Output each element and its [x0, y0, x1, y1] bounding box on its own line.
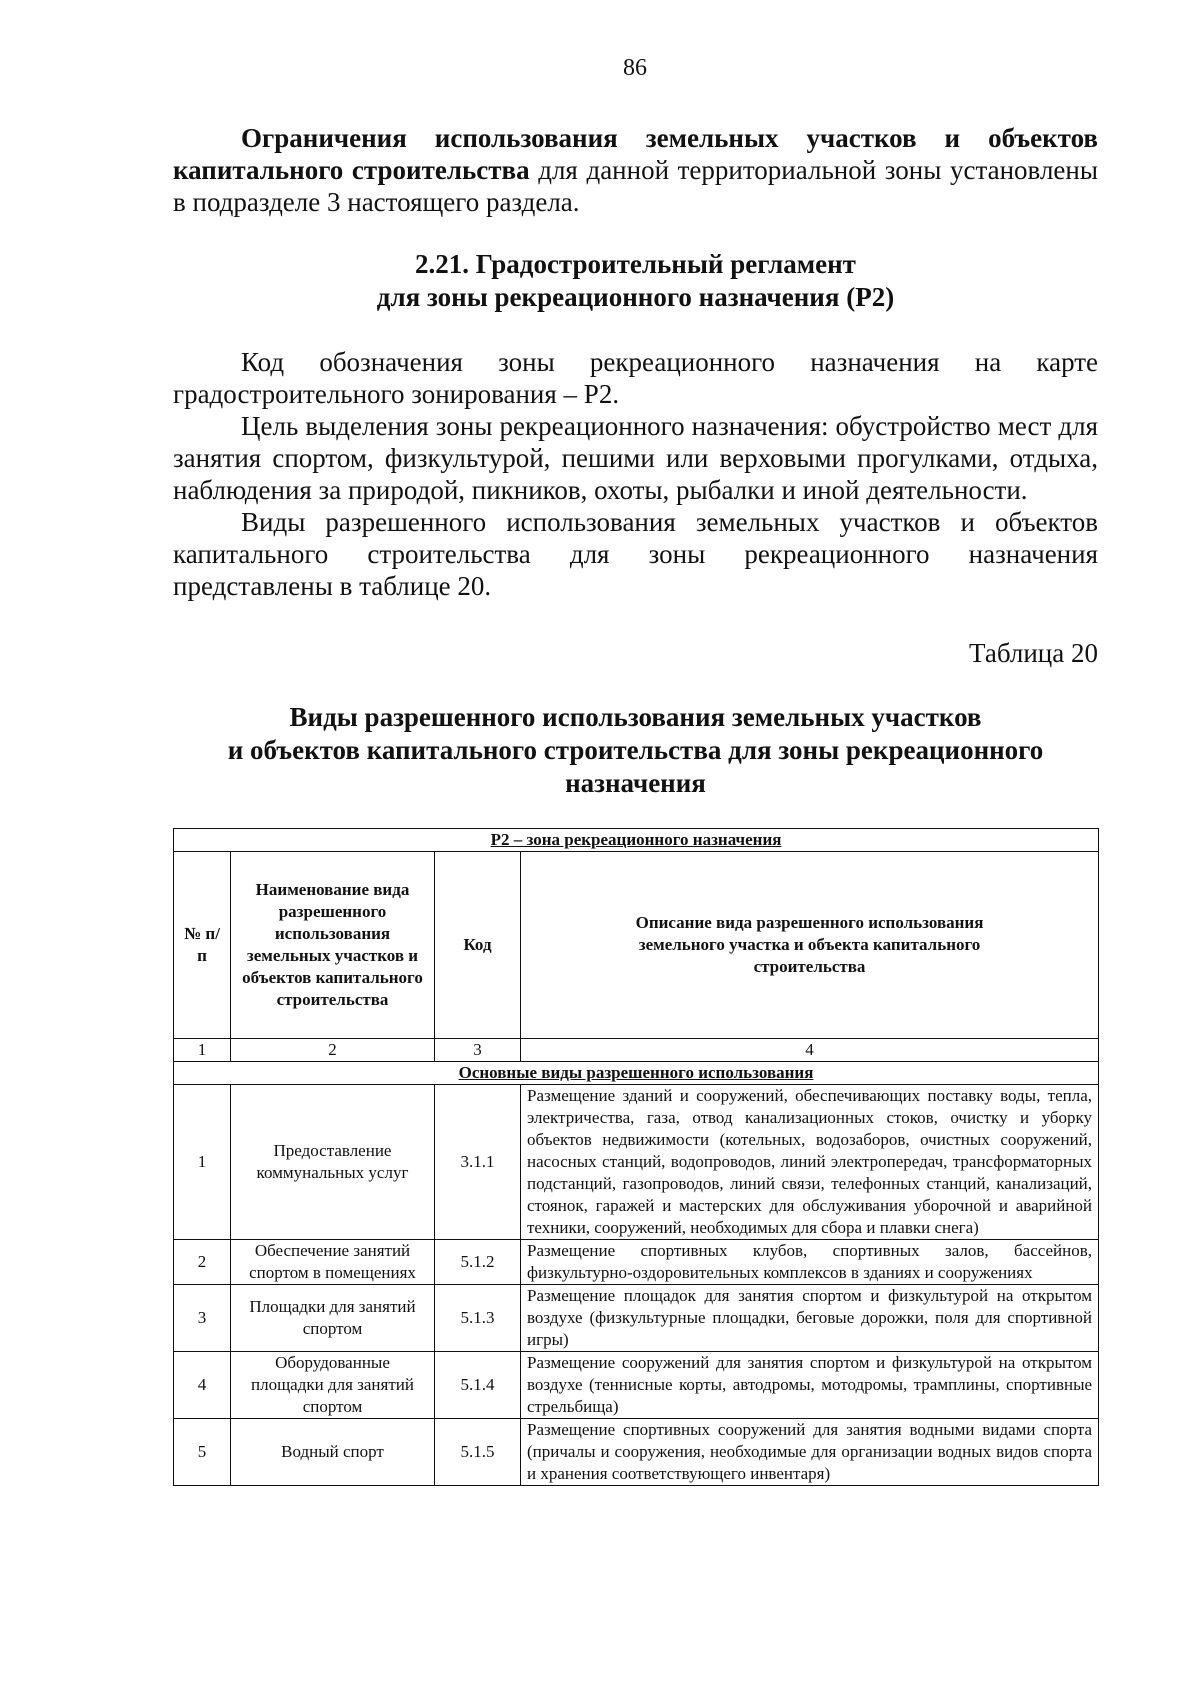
col-number: 2	[231, 1039, 435, 1062]
row-desc: Размещение спортивных сооружений для занятия водными видами спорта (причалы и сооружения, необходимые для организации водных видов спорта и хранения соответствующего инвентаря)	[521, 1419, 1099, 1486]
col-number: 3	[435, 1039, 521, 1062]
table-title-line1: Виды разрешенного использования земельных участков	[289, 702, 982, 732]
row-num: 1	[174, 1085, 231, 1240]
section-title	[173, 248, 1098, 314]
zone-header-row	[174, 829, 1099, 852]
section-title-line1: 2.21. Градостроительный регламент	[415, 249, 856, 279]
intro-paragraph	[173, 122, 1098, 218]
row-code: 5.1.4	[435, 1352, 521, 1419]
table-title-line2: и объектов капитального строительства для зоны рекреационного	[227, 735, 1044, 765]
row-code: 5.1.5	[435, 1419, 521, 1486]
paragraph-purpose: Цель выделения зоны рекреационного назначения: обустройство мест для занятия спортом, физкультурой, пешими или верховыми прогулками, отдыха, наблюдения за природой, пикников, охоты, рыбалки и иной деятельности.	[173, 411, 1098, 505]
table-label: Таблица 20	[969, 638, 1098, 668]
row-name: Предоставление коммунальных услуг	[231, 1085, 435, 1240]
row-code: 5.1.3	[435, 1285, 521, 1352]
table-row	[174, 1085, 1099, 1240]
col-number: 4	[521, 1039, 1099, 1062]
row-num: 3	[174, 1285, 231, 1352]
uses-table	[173, 828, 1099, 1486]
page-number: 86	[623, 55, 647, 81]
row-desc: Размещение зданий и сооружений, обеспечивающих поставку воды, тепла, электричества, газа, отвод канализационных стоков, очистку и уборку объектов недвижимости (котельных, водозаборов, очистных сооружений, насосных станций, водопроводов, линий электропередач, трансформаторных подстанций, газопроводов, линий связи, телефонных станций, канализаций, стоянок, гаражей и мастерских для обслуживания уборочной и аварийной техники, сооружений, необходимых для сбора и плавки снега)	[521, 1085, 1099, 1240]
section-title-line2: для зоны рекреационного назначения (Р2)	[376, 282, 895, 312]
row-desc: Размещение сооружений для занятия спортом и физкультурой на открытом воздухе (теннисные корты, автодромы, мотодромы, трамплины, спортивные стрельбища)	[521, 1352, 1099, 1419]
header-desc: Описание вида разрешенного использования земельного участка и объекта капитального строительства	[521, 852, 1099, 1039]
row-desc: Размещение площадок для занятия спортом и физкультурой на открытом воздухе (физкультурные площадки, беговые дорожки, поля для спортивной игры)	[521, 1285, 1099, 1352]
header-code: Код	[435, 852, 521, 1039]
header-name: Наименование вида разрешенного использования земельных участков и объектов капитального строительства	[231, 852, 435, 1039]
row-name: Оборудованные площадки для занятий спортом	[231, 1352, 435, 1419]
col-number: 1	[174, 1039, 231, 1062]
header-num: № п/п	[174, 852, 231, 1039]
row-code: 5.1.2	[435, 1240, 521, 1285]
row-name: Обеспечение занятий спортом в помещениях	[231, 1240, 435, 1285]
table-row	[174, 1419, 1099, 1486]
row-name: Водный спорт	[231, 1419, 435, 1486]
paragraph-uses: Виды разрешенного использования земельных участков и объектов капитального строительства для зоны рекреационного назначения представлены в таблице 20.	[173, 507, 1098, 601]
row-num: 4	[174, 1352, 231, 1419]
row-code: 3.1.1	[435, 1085, 521, 1240]
table-row	[174, 1352, 1099, 1419]
zone-header: Р2 – зона рекреационного назначения	[174, 829, 1099, 852]
intro-rest: для данной территориальной зоны установлены в подразделе 3 настоящего раздела.	[173, 155, 1098, 217]
group-row	[174, 1062, 1099, 1085]
row-num: 2	[174, 1240, 231, 1285]
table-title-line3: назначения	[565, 768, 706, 798]
paragraph-code: Код обозначения зоны рекреационного назначения на карте градостроительного зонирования – Р2.	[173, 347, 1098, 409]
intro-bold: Ограничения использования земельных участков и объектов капитального строительства	[173, 123, 1098, 185]
table-title	[173, 701, 1098, 800]
table-row	[174, 1285, 1099, 1352]
table-header-row	[174, 852, 1099, 1039]
column-numbers-row	[174, 1039, 1099, 1062]
row-num: 5	[174, 1419, 231, 1486]
row-name: Площадки для занятий спортом	[231, 1285, 435, 1352]
table-row	[174, 1240, 1099, 1285]
body-paragraphs	[173, 346, 1098, 602]
group-title: Основные виды разрешенного использования	[174, 1062, 1099, 1085]
row-desc: Размещение спортивных клубов, спортивных залов, бассейнов, физкультурно-оздоровительных комплексов в зданиях и сооружениях	[521, 1240, 1099, 1285]
